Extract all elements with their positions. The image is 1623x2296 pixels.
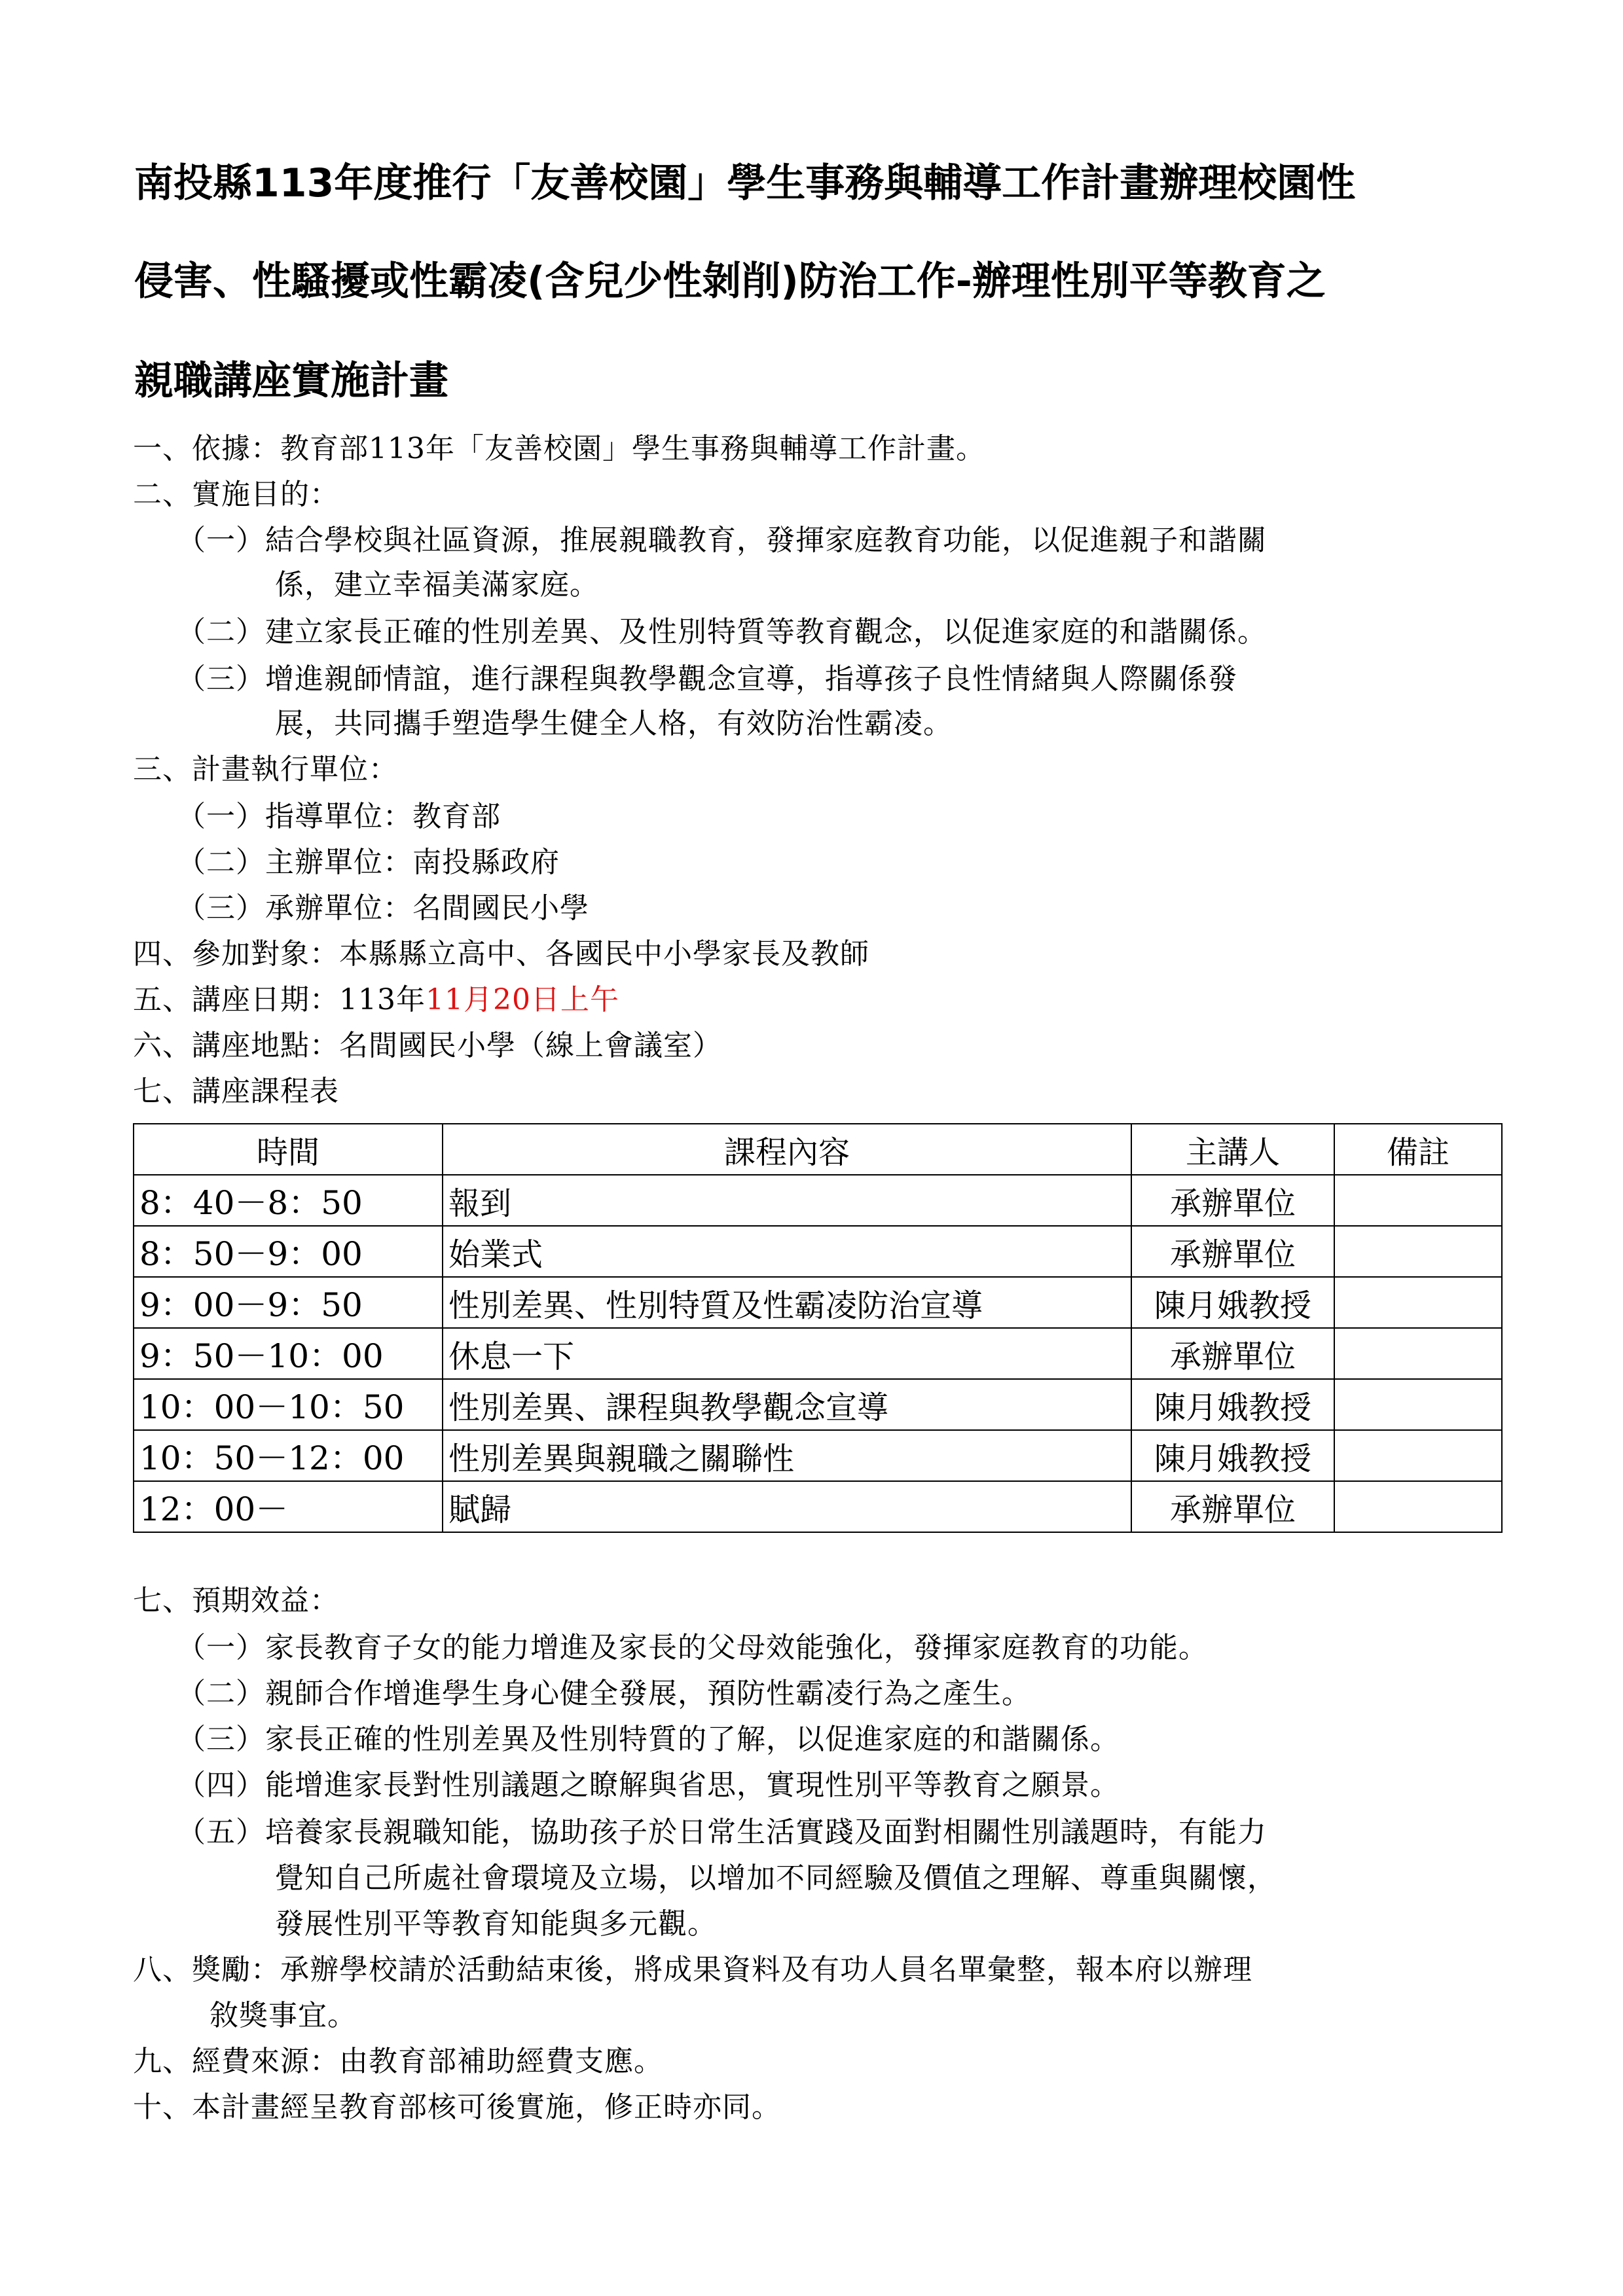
cell-speaker: 承辦單位: [1131, 1175, 1334, 1226]
section-schedule-heading: 七、講座課程表: [133, 1075, 339, 1108]
date-label: 五、講座日期：113年: [133, 983, 426, 1016]
document-title-line-1: 南投縣113年度推行「友善校園」學生事務與輔導工作計畫辦理校園性: [134, 160, 1356, 206]
unit-host: （三）承辦單位：名間國民小學: [177, 891, 589, 925]
benefit-item-5-cont-1: 覺知自己所處社會環境及立場，以增加不同經驗及價值之理解、尊重與關懷，: [275, 1861, 1277, 1895]
cell-time: 9：50－10：00: [134, 1328, 443, 1379]
section-funding: 九、經費來源：由教育部補助經費支應。: [133, 2045, 663, 2078]
section-units-heading: 三、計畫執行單位：: [133, 753, 398, 786]
date-highlight: 11月20日上午: [425, 983, 619, 1016]
benefit-item-5-cont-2: 發展性別平等教育知能與多元觀。: [275, 1907, 717, 1941]
document-title-line-3: 親職講座實施計畫: [134, 358, 448, 404]
cell-content: 始業式: [443, 1226, 1131, 1277]
section-venue: 六、講座地點：名間國民小學（線上會議室）: [133, 1029, 722, 1062]
table-row: [134, 1328, 1502, 1379]
cell-speaker: 承辦單位: [1131, 1226, 1334, 1277]
cell-note: [1334, 1175, 1502, 1226]
purpose-item-3-cont: 展，共同攜手塑造學生健全人格，有效防治性霸凌。: [275, 707, 953, 740]
section-basis: 一、依據：教育部113年「友善校園」學生事務與輔導工作計畫。: [133, 432, 985, 465]
table-row: [134, 1175, 1502, 1226]
unit-guiding: （一）指導單位：教育部: [177, 800, 501, 833]
section-participants: 四、參加對象：本縣縣立高中、各國民中小學家長及教師: [133, 937, 869, 971]
cell-note: [1334, 1430, 1502, 1481]
cell-speaker: 陳月娥教授: [1131, 1277, 1334, 1328]
cell-note: [1334, 1226, 1502, 1277]
benefit-item-4: （四）能增進家長對性別議題之瞭解與省思，實現性別平等教育之願景。: [177, 1768, 1120, 1802]
section-approval: 十、本計畫經呈教育部核可後實施，修正時亦同。: [133, 2090, 781, 2124]
table-header-row: [134, 1124, 1502, 1175]
cell-time: 8：50－9：00: [134, 1226, 443, 1277]
cell-content: 性別差異、性別特質及性霸凌防治宣導: [443, 1277, 1131, 1328]
cell-content: 性別差異、課程與教學觀念宣導: [443, 1379, 1131, 1430]
benefit-item-5: （五）培養家長親職知能，協助孩子於日常生活實踐及面對相關性別議題時，有能力: [177, 1816, 1267, 1849]
section-purpose-heading: 二、實施目的：: [133, 478, 339, 511]
cell-time: 10：50－12：00: [134, 1430, 443, 1481]
cell-speaker: 承辦單位: [1131, 1328, 1334, 1379]
benefit-item-1: （一）家長教育子女的能力增進及家長的父母效能強化，發揮家庭教育的功能。: [177, 1631, 1208, 1664]
purpose-item-3: （三）增進親師情誼，進行課程與教學觀念宣導，指導孩子良性情緒與人際關係發: [177, 662, 1237, 696]
column-header-note: 備註: [1334, 1124, 1502, 1175]
purpose-item-2: （二）建立家長正確的性別差異、及性別特質等教育觀念，以促進家庭的和諧關係。: [177, 615, 1267, 649]
cell-time: 8：40－8：50: [134, 1175, 443, 1226]
cell-content: 休息一下: [443, 1328, 1131, 1379]
column-header-speaker: 主講人: [1131, 1124, 1334, 1175]
document-title-line-2: 侵害、性騷擾或性霸凌(含兒少性剝削)防治工作-辦理性別平等教育之: [134, 259, 1326, 304]
cell-speaker: 陳月娥教授: [1131, 1379, 1334, 1430]
unit-organizer: （二）主辦單位：南投縣政府: [177, 846, 560, 879]
cell-time: 9：00－9：50: [134, 1277, 443, 1328]
cell-time: 12：00－: [134, 1481, 443, 1532]
cell-time: 10：00－10：50: [134, 1379, 443, 1430]
section-rewards: 八、獎勵：承辦學校請於活動結束後，將成果資料及有功人員名單彙整，報本府以辦理: [133, 1953, 1252, 1986]
purpose-item-1: （一）結合學校與社區資源，推展親職教育，發揮家庭教育功能，以促進親子和諧關: [177, 524, 1267, 557]
column-header-content: 課程內容: [443, 1124, 1131, 1175]
cell-note: [1334, 1481, 1502, 1532]
schedule-table: [133, 1123, 1503, 1533]
table-row: [134, 1226, 1502, 1277]
table-row: [134, 1379, 1502, 1430]
table-row: [134, 1277, 1502, 1328]
benefit-item-3: （三）家長正確的性別差異及性別特質的了解，以促進家庭的和諧關係。: [177, 1723, 1120, 1756]
table-row: [134, 1430, 1502, 1481]
cell-content: 賦歸: [443, 1481, 1131, 1532]
cell-speaker: 承辦單位: [1131, 1481, 1334, 1532]
section-benefits-heading: 七、預期效益：: [133, 1584, 339, 1617]
cell-note: [1334, 1328, 1502, 1379]
section-rewards-cont: 敘獎事宜。: [210, 1999, 357, 2032]
benefit-item-2: （二）親師合作增進學生身心健全發展，預防性霸凌行為之產生。: [177, 1677, 1031, 1710]
column-header-time: 時間: [134, 1124, 443, 1175]
section-date: [133, 983, 619, 1016]
cell-note: [1334, 1277, 1502, 1328]
cell-content: 報到: [443, 1175, 1131, 1226]
table-row: [134, 1481, 1502, 1532]
purpose-item-1-cont: 係，建立幸福美滿家庭。: [275, 568, 599, 601]
cell-speaker: 陳月娥教授: [1131, 1430, 1334, 1481]
cell-note: [1334, 1379, 1502, 1430]
cell-content: 性別差異與親職之關聯性: [443, 1430, 1131, 1481]
